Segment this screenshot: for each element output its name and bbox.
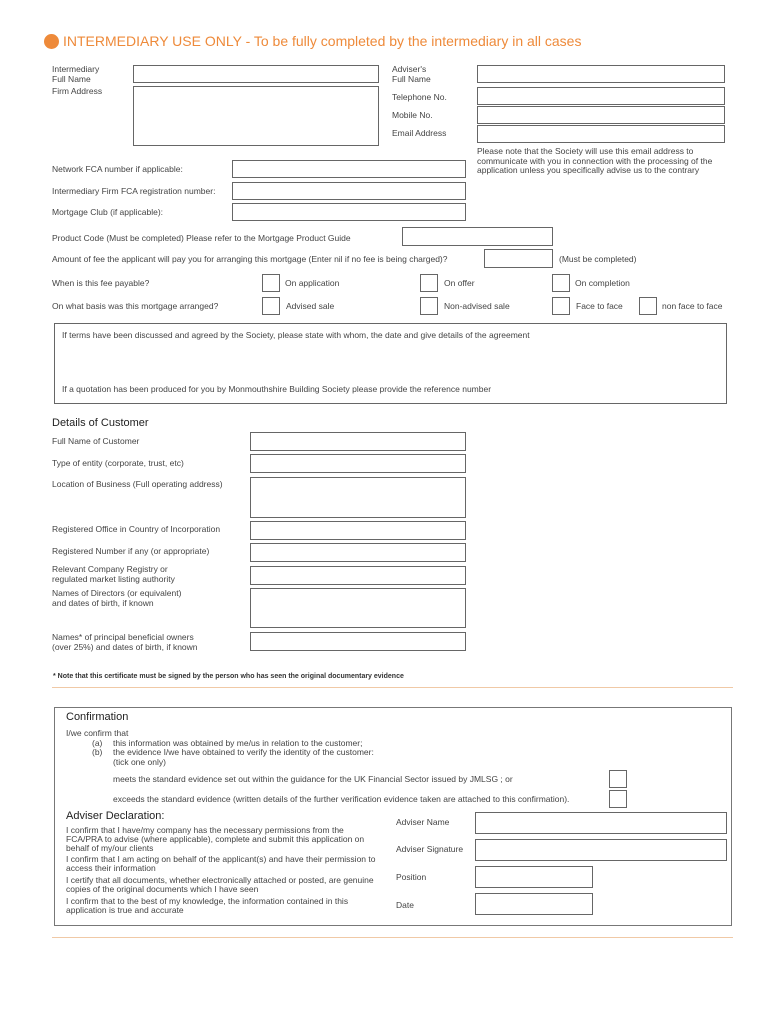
must-complete-note: (Must be completed)	[559, 254, 637, 264]
confirm-a-label: (a)	[92, 738, 103, 748]
registered-number-label: Registered Number if any (or appropriate)	[52, 546, 210, 556]
customer-name-input[interactable]	[250, 432, 466, 451]
page-title: INTERMEDIARY USE ONLY - To be fully completed by the intermediary in all cases	[63, 33, 582, 49]
non-advised-sale-label: Non-advised sale	[444, 301, 510, 311]
on-completion-label: On completion	[575, 278, 630, 288]
fee-amount-label: Amount of fee the applicant will pay you for arranging this mortgage (Enter nil if no fee is being charged)?	[52, 254, 448, 264]
registered-office-label: Registered Office in Country of Incorporation	[52, 524, 221, 534]
non-face-to-face-checkbox[interactable]	[639, 297, 657, 315]
declaration-accurate: I confirm that to the best of my knowledge, the information contained in this application is true and accurate	[66, 896, 349, 915]
terms-label: If terms have been discussed and agreed by the Society, please state with whom, the date and give details of the agreement	[62, 330, 530, 340]
fee-payable-label: When is this fee payable?	[52, 278, 150, 288]
exceeds-standard-checkbox[interactable]	[609, 790, 627, 808]
certificate-note: * Note that this certificate must be signed by the person who has seen the original documentary evidence	[53, 673, 404, 680]
mobile-input[interactable]	[477, 106, 725, 124]
advised-sale-label: Advised sale	[286, 301, 335, 311]
registered-number-input[interactable]	[250, 543, 466, 562]
customer-name-label: Full Name of Customer	[52, 436, 140, 446]
declaration-permissions: I confirm that I have/my company has the necessary permissions from the FCA/PRA to advise (where applicable), complete and submit this application on behalf of my/our clients	[66, 825, 365, 853]
telephone-input[interactable]	[477, 87, 725, 105]
customer-heading: Details of Customer	[52, 417, 149, 429]
on-offer-checkbox[interactable]	[420, 274, 438, 292]
mobile-label: Mobile No.	[392, 110, 433, 120]
position-label: Position	[396, 872, 427, 882]
firm-fca-label: Intermediary Firm FCA registration number:	[52, 186, 216, 196]
face-to-face-checkbox[interactable]	[552, 297, 570, 315]
basis-label: On what basis was this mortgage arranged?	[52, 301, 219, 311]
company-registry-label: Relevant Company Registry or regulated market listing authority	[52, 564, 175, 584]
mortgage-club-input[interactable]	[232, 203, 466, 221]
company-registry-input[interactable]	[250, 566, 466, 585]
advised-sale-checkbox[interactable]	[262, 297, 280, 315]
confirm-b-label: (b)	[92, 747, 103, 757]
non-face-to-face-label: non face to face	[662, 301, 723, 311]
face-to-face-label: Face to face	[576, 301, 623, 311]
meets-standard-checkbox[interactable]	[609, 770, 627, 788]
meets-standard-label: meets the standard evidence set out within the guidance for the UK Financial Sector issued by JMLSG ; or	[113, 774, 513, 784]
entity-type-label: Type of entity (corporate, trust, etc)	[52, 458, 184, 468]
bottom-divider	[52, 937, 733, 938]
confirmation-heading: Confirmation	[66, 711, 129, 723]
date-input[interactable]	[475, 893, 593, 915]
on-application-checkbox[interactable]	[262, 274, 280, 292]
non-advised-sale-checkbox[interactable]	[420, 297, 438, 315]
firm-address-input[interactable]	[133, 86, 379, 146]
adviser-name-sig-label: Adviser Name	[396, 817, 450, 827]
product-code-input[interactable]	[402, 227, 553, 246]
beneficial-owners-label: Names* of principal beneficial owners (over 25%) and dates of birth, if known	[52, 632, 198, 652]
confirm-a-text: this information was obtained by me/us in relation to the customer;	[113, 738, 363, 748]
orange-bullet-icon	[44, 34, 59, 49]
directors-label: Names of Directors (or equivalent) and dates of birth, if known	[52, 588, 182, 608]
tick-one-note: (tick one only)	[113, 757, 166, 767]
network-fca-label: Network FCA number if applicable:	[52, 164, 183, 174]
firm-address-label: Firm Address	[52, 86, 103, 96]
telephone-label: Telephone No.	[392, 92, 447, 102]
mortgage-club-label: Mortgage Club (if applicable):	[52, 207, 164, 217]
declaration-heading: Adviser Declaration:	[66, 810, 165, 822]
email-label: Email Address	[392, 128, 447, 138]
on-offer-label: On offer	[444, 278, 475, 288]
on-completion-checkbox[interactable]	[552, 274, 570, 292]
quotation-label: If a quotation has been produced for you by Monmouthshire Building Society please provide the reference number	[62, 384, 492, 394]
adviser-signature-label: Adviser Signature	[396, 844, 464, 854]
directors-input[interactable]	[250, 588, 466, 628]
declaration-acting: I confirm that I am acting on behalf of the applicant(s) and have their permission to access their information	[66, 854, 376, 873]
confirm-b-text: the evidence I/we have obtained to verify the identity of the customer:	[113, 747, 374, 757]
on-application-label: On application	[285, 278, 340, 288]
adviser-signature-input[interactable]	[475, 839, 727, 861]
email-note: Please note that the Society will use this email address to communicate with you in connection with the processing of the application unless you specifically advise us to the contrary	[477, 146, 713, 175]
entity-type-input[interactable]	[250, 454, 466, 473]
intermediary-name-input[interactable]	[133, 65, 379, 83]
business-location-input[interactable]	[250, 477, 466, 518]
position-input[interactable]	[475, 866, 593, 888]
declaration-documents: I certify that all documents, whether electronically attached or posted, are genuine copies of the original documents which I have seen	[66, 875, 374, 894]
network-fca-input[interactable]	[232, 160, 466, 178]
firm-fca-input[interactable]	[232, 182, 466, 200]
intermediary-name-label: Intermediary Full Name	[52, 64, 100, 84]
business-location-label: Location of Business (Full operating address)	[52, 479, 223, 489]
product-code-label: Product Code (Must be completed) Please refer to the Mortgage Product Guide	[52, 233, 351, 243]
exceeds-standard-label: exceeds the standard evidence (written details of the further verification evidence taken are attached to this confirmation).	[113, 794, 570, 804]
beneficial-owners-input[interactable]	[250, 632, 466, 651]
adviser-name-label: Adviser's Full Name	[392, 64, 431, 84]
email-input[interactable]	[477, 125, 725, 143]
divider	[52, 687, 733, 688]
adviser-name-input[interactable]	[477, 65, 725, 83]
adviser-name-sig-input[interactable]	[475, 812, 727, 834]
confirm-intro: I/we confirm that	[66, 728, 129, 738]
fee-amount-input[interactable]	[484, 249, 553, 268]
date-label: Date	[396, 900, 414, 910]
registered-office-input[interactable]	[250, 521, 466, 540]
